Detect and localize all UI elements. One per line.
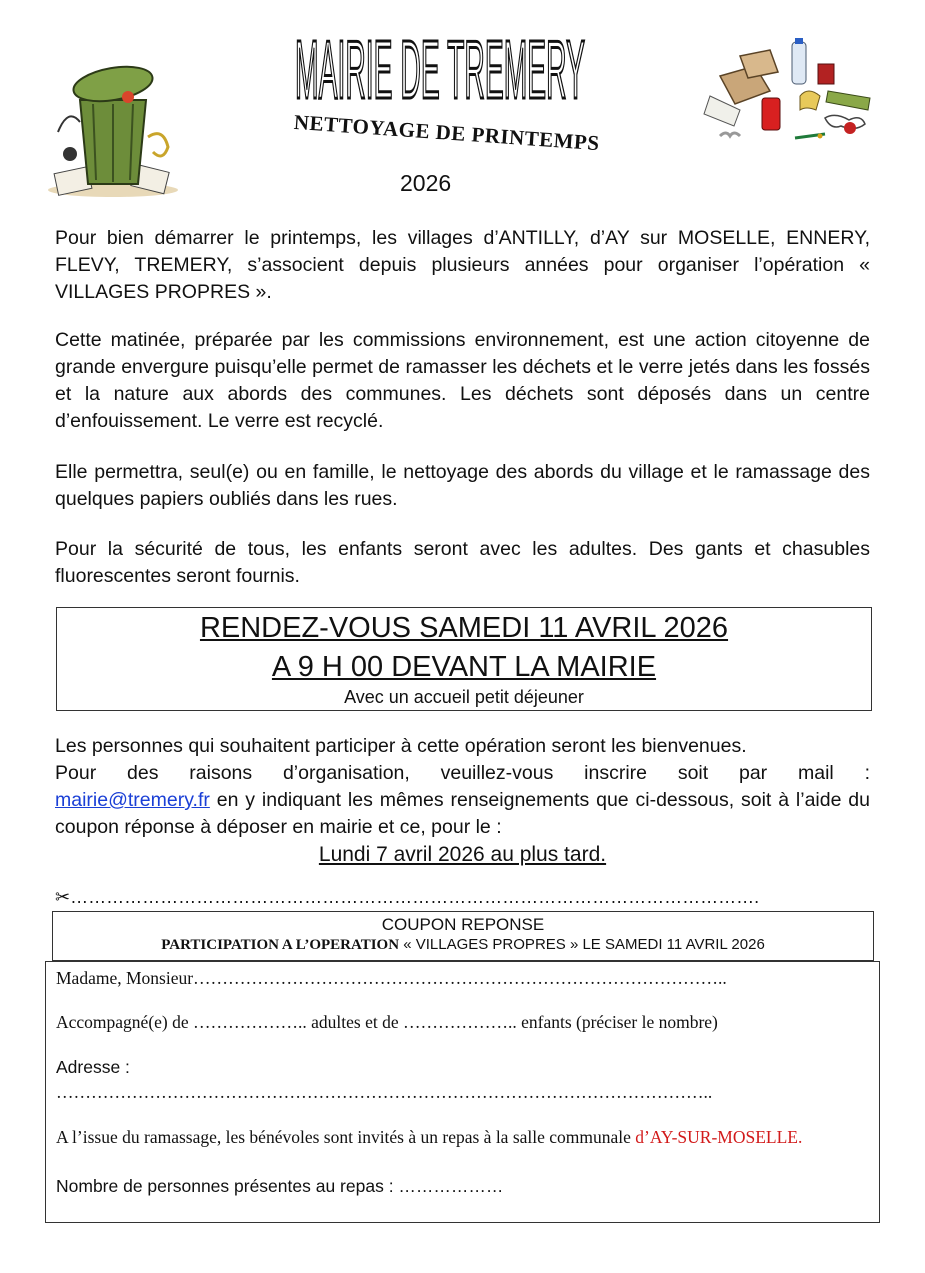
- cut-dots: …………………………………………………………………………………………………….: [70, 887, 760, 907]
- rendezvous-box: [56, 607, 872, 711]
- registration-welcome: Les personnes qui souhaitent participer à cette opération seront les bienvenues.: [55, 735, 747, 757]
- waste-pile-illustration: [700, 36, 880, 152]
- coupon-meal-place: d’AY-SUR-MOSELLE.: [635, 1127, 803, 1147]
- intro-paragraph-3: Elle permettra, seul(e) ou en famille, le nettoyage des abords du village et le ramassage des quelques papiers oubliés dans les rues.: [55, 461, 870, 510]
- rendezvous-breakfast: Avec un accueil petit déjeuner: [344, 687, 584, 707]
- page-subtitle: NETTOYAGE DE PRINTEMPS: [293, 109, 601, 156]
- registration-deadline: Lundi 7 avril 2026 au plus tard.: [318, 843, 607, 866]
- coupon-form: [45, 961, 880, 1223]
- coupon-header: [52, 911, 874, 961]
- intro-paragraph-2: Cette matinée, préparée par les commissions environnement, est une action citoyenne de grande envergure puisqu’elle permet de ramasser les déchets et le verre jetés dans les fossés et la nature aux abords des communes. Les déchets sont déposés dans un centre d’enfouissement. Le verre est recyclé.: [55, 329, 870, 432]
- coupon-address-label: Adresse :: [56, 1057, 130, 1077]
- rendezvous-time-place: A 9 H 00 DEVANT LA MAIRIE: [271, 651, 657, 683]
- registration-instructions: [55, 787, 870, 841]
- scissors-icon: ✂: [55, 887, 71, 907]
- registration-instructions-end: en y indiquant les mêmes renseignements que ci-dessous, soit à l’aide du coupon réponse à déposer en mairie et ce, pour le :: [55, 789, 870, 838]
- page-title-text: MAIRIE DE TREMERY: [295, 22, 585, 117]
- page-title: [290, 14, 590, 117]
- cut-line: [55, 887, 870, 908]
- rendezvous-date: RENDEZ-VOUS SAMEDI 11 AVRIL 2026: [199, 612, 729, 644]
- registration-instructions-start: Pour des raisons d’organisation, veuillez-vous inscrire soit par mail :: [55, 762, 870, 784]
- coupon-meal-info: [56, 1126, 871, 1149]
- intro-paragraph-4: Pour la sécurité de tous, les enfants seront avec les adultes. Des gants et chasubles fluorescentes seront fournis.: [55, 538, 870, 587]
- intro-paragraph-1: Pour bien démarrer le printemps, les villages d’ANTILLY, d’AY sur MOSELLE, ENNERY, FLEVY, TREMERY, s’associent depuis plusieurs années pour organiser l’opération « VILLAGES PROPRES ».: [55, 227, 870, 303]
- coupon-subtitle: [53, 936, 873, 954]
- coupon-people-field[interactable]: Nombre de personnes présentes au repas : ………………: [56, 1176, 504, 1196]
- coupon-accompanied-field[interactable]: Accompagné(e) de ……………….. adultes et de ……………….. enfants (préciser le nombre): [56, 1012, 718, 1032]
- email-link[interactable]: mairie@tremery.fr: [55, 789, 210, 811]
- coupon-address-field[interactable]: …………………………………………………………………………………………………..: [56, 1082, 713, 1102]
- coupon-subtitle-rest: « VILLAGES PROPRES » LE SAMEDI 11 AVRIL 2026: [399, 936, 765, 953]
- year: 2026: [400, 170, 452, 196]
- trash-can-illustration: [38, 42, 188, 198]
- coupon-title: COUPON REPONSE: [381, 915, 545, 934]
- coupon-meal-text: A l’issue du ramassage, les bénévoles sont invités à un repas à la salle communale: [56, 1127, 636, 1147]
- coupon-name-field[interactable]: Madame, Monsieur………………………………………………………………………………..: [56, 968, 727, 988]
- coupon-subtitle-bold: PARTICIPATION A L’OPERATION: [161, 937, 400, 953]
